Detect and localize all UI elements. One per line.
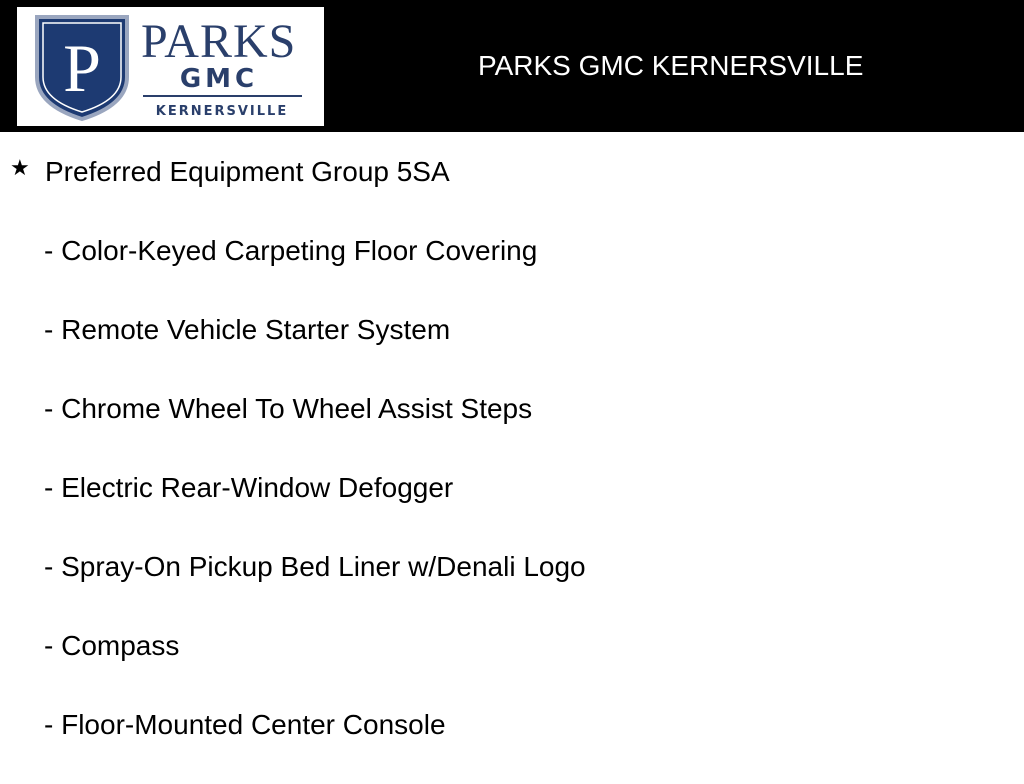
dealer-logo bbox=[17, 7, 324, 126]
feature-item: - Spray-On Pickup Bed Liner w/Denali Logo bbox=[44, 551, 586, 582]
logo-brand-line2: GMC bbox=[179, 64, 259, 94]
equipment-group-heading bbox=[0, 152, 1024, 192]
shield-letter: P bbox=[63, 30, 101, 106]
header-bar bbox=[0, 0, 1024, 132]
feature-item: - Chrome Wheel To Wheel Assist Steps bbox=[44, 393, 533, 424]
equipment-group-title: Preferred Equipment Group 5SA bbox=[45, 156, 450, 187]
logo-brand-line1: PARKS bbox=[141, 15, 297, 68]
feature-item: - Remote Vehicle Starter System bbox=[44, 314, 451, 345]
logo-location: KERNERSVILLE bbox=[155, 104, 289, 119]
feature-item: - Floor-Mounted Center Console bbox=[44, 709, 446, 740]
feature-list bbox=[44, 231, 586, 784]
star-icon: ★ bbox=[10, 155, 30, 180]
dealer-name-title: PARKS GMC KERNERSVILLE bbox=[478, 50, 864, 81]
feature-item: - Compass bbox=[44, 630, 180, 661]
feature-item: - Color-Keyed Carpeting Floor Covering bbox=[44, 235, 538, 266]
feature-item: - Electric Rear-Window Defogger bbox=[44, 472, 454, 503]
parks-gmc-logo-graphic bbox=[17, 7, 324, 126]
